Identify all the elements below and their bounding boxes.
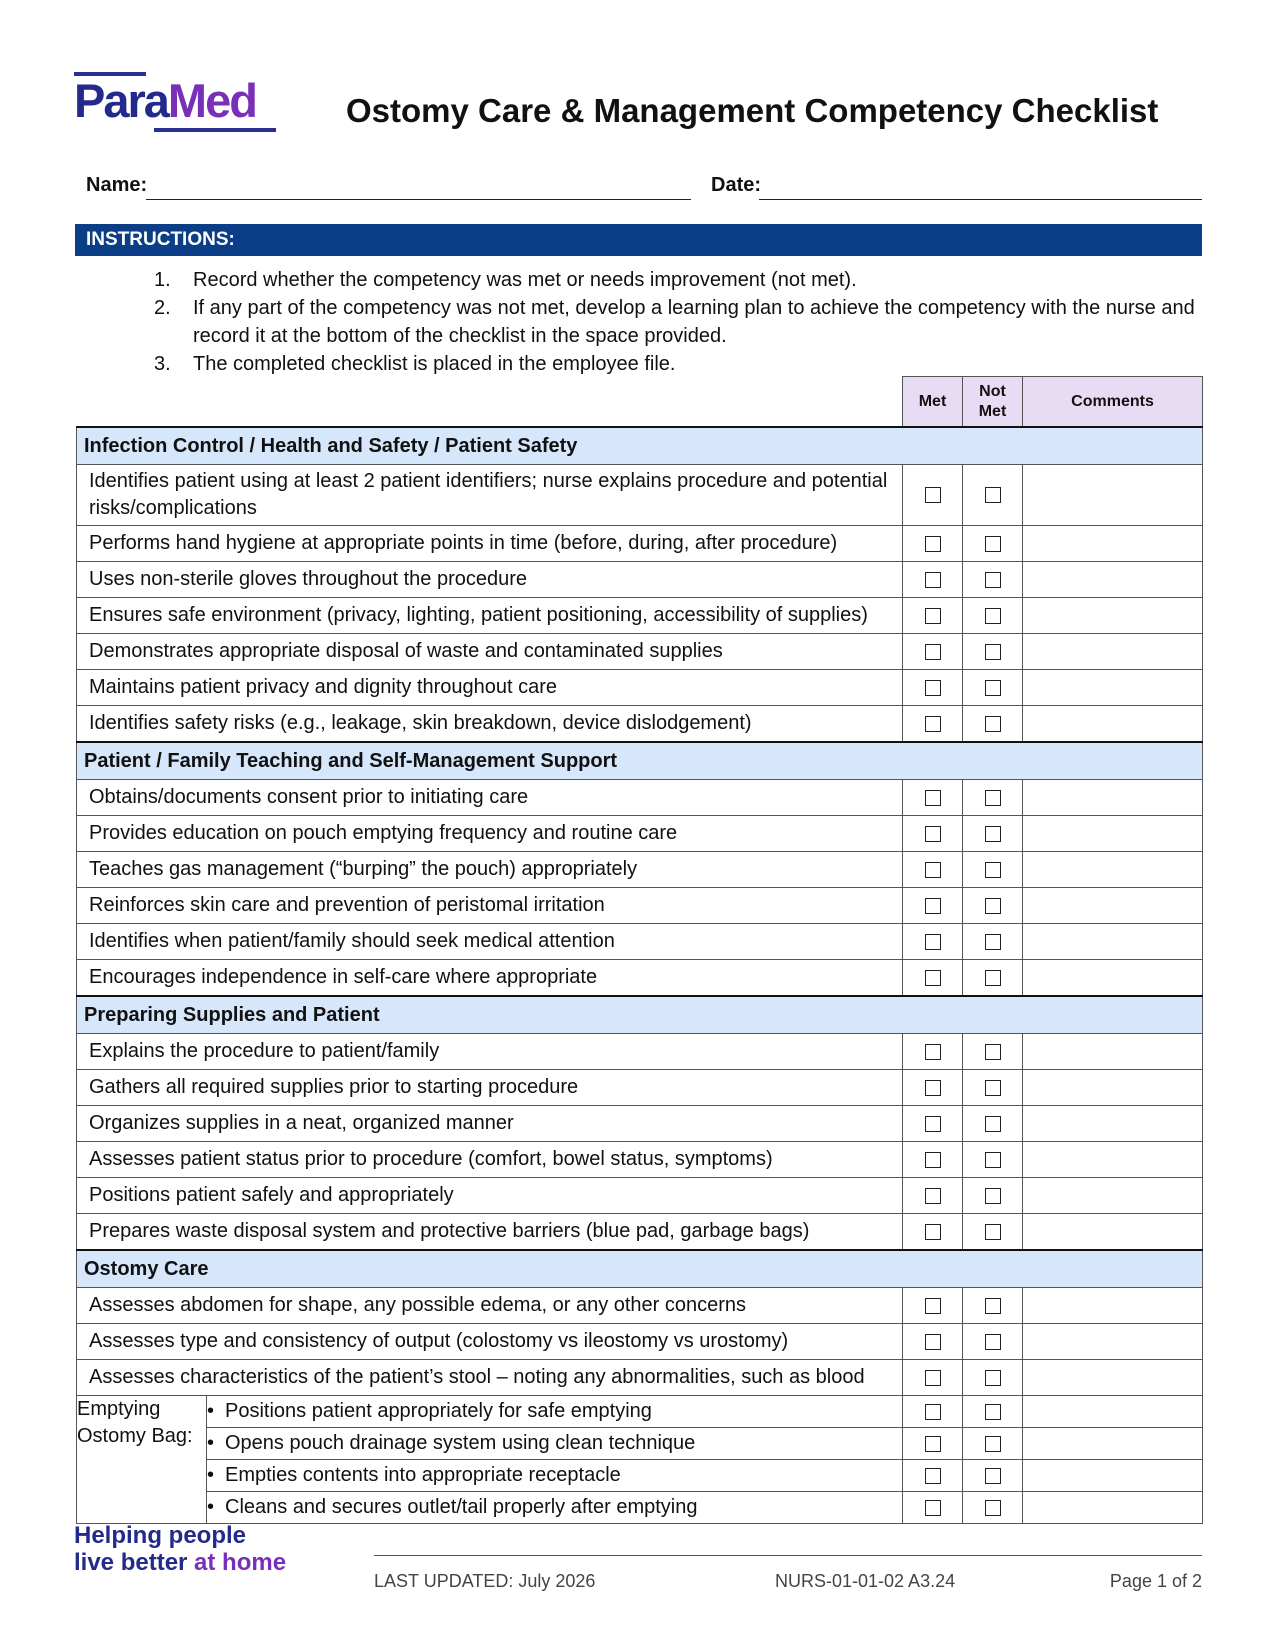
- met-cell: [903, 1070, 963, 1106]
- comments-cell[interactable]: [1023, 706, 1203, 743]
- not-met-checkbox[interactable]: [985, 1188, 1001, 1204]
- paramed-logo: [74, 72, 279, 132]
- met-cell: [903, 634, 963, 670]
- not-met-cell: [963, 924, 1023, 960]
- not-met-cell: [963, 960, 1023, 997]
- comments-cell[interactable]: [1023, 670, 1203, 706]
- checklist-row: [77, 1178, 1203, 1214]
- not-met-checkbox[interactable]: [985, 1116, 1001, 1132]
- met-cell: [903, 1106, 963, 1142]
- met-cell: [903, 1034, 963, 1070]
- met-cell: [903, 1214, 963, 1251]
- checklist-row: [77, 1428, 1203, 1460]
- met-cell: [903, 852, 963, 888]
- not-met-checkbox[interactable]: [985, 934, 1001, 950]
- comments-cell[interactable]: [1023, 852, 1203, 888]
- section-title: Ostomy Care: [77, 1250, 1203, 1288]
- document-code: NURS-01-01-02 A3.24: [775, 1571, 956, 1591]
- met-cell: [903, 888, 963, 924]
- last-updated: LAST UPDATED: July 2026: [374, 1571, 596, 1591]
- met-cell: [903, 1460, 963, 1492]
- checklist-row: [77, 1288, 1203, 1324]
- not-met-checkbox[interactable]: [985, 644, 1001, 660]
- checklist-row: [77, 670, 1203, 706]
- not-met-cell: [963, 1070, 1023, 1106]
- not-met-checkbox[interactable]: [985, 487, 1001, 503]
- not-met-cell: [963, 634, 1023, 670]
- met-cell: [903, 526, 963, 562]
- met-checkbox[interactable]: [925, 970, 941, 986]
- bullet-icon: •: [207, 1432, 215, 1454]
- competency-text: Assesses abdomen for shape, any possible edema, or any other concerns: [77, 1288, 903, 1324]
- comments-cell[interactable]: [1023, 1214, 1203, 1251]
- not-met-cell: [963, 706, 1023, 743]
- not-met-checkbox[interactable]: [985, 1080, 1001, 1096]
- footer-rule: [374, 1555, 1202, 1556]
- competency-text: Performs hand hygiene at appropriate points in time (before, during, after procedure): [77, 526, 903, 562]
- competency-text: Identifies safety risks (e.g., leakage, skin breakdown, device dislodgement): [77, 706, 903, 743]
- met-checkbox[interactable]: [925, 1188, 941, 1204]
- not-met-cell: [963, 465, 1023, 526]
- met-checkbox[interactable]: [925, 1152, 941, 1168]
- not-met-checkbox[interactable]: [985, 790, 1001, 806]
- met-cell: [903, 1492, 963, 1524]
- comments-cell[interactable]: [1023, 1106, 1203, 1142]
- group-label: Emptying Ostomy Bag:: [77, 1396, 207, 1524]
- competency-subitem: [207, 1492, 903, 1524]
- competency-text: Maintains patient privacy and dignity throughout care: [77, 670, 903, 706]
- not-met-cell: [963, 1034, 1023, 1070]
- competency-subitem: [207, 1396, 903, 1428]
- comments-cell[interactable]: [1023, 816, 1203, 852]
- section-row: [77, 1250, 1203, 1288]
- met-checkbox[interactable]: [925, 862, 941, 878]
- bullet-icon: •: [207, 1400, 215, 1422]
- checklist-row: [77, 924, 1203, 960]
- not-met-checkbox[interactable]: [985, 1436, 1001, 1452]
- checklist-row: [77, 1460, 1203, 1492]
- checklist-row: [77, 1106, 1203, 1142]
- met-checkbox[interactable]: [925, 1404, 941, 1420]
- competency-text: Assesses type and consistency of output (colostomy vs ileostomy vs urostomy): [77, 1324, 903, 1360]
- not-met-checkbox[interactable]: [985, 826, 1001, 842]
- instructions-heading: INSTRUCTIONS:: [75, 224, 1202, 256]
- met-cell: [903, 924, 963, 960]
- competency-text: Demonstrates appropriate disposal of waste and contaminated supplies: [77, 634, 903, 670]
- not-met-checkbox[interactable]: [985, 572, 1001, 588]
- not-met-cell: [963, 1396, 1023, 1428]
- met-cell: [903, 1178, 963, 1214]
- met-checkbox[interactable]: [925, 934, 941, 950]
- not-met-checkbox[interactable]: [985, 608, 1001, 624]
- checklist-row: [77, 816, 1203, 852]
- logo-wordmark: ParaMed: [74, 74, 256, 127]
- not-met-checkbox[interactable]: [985, 1370, 1001, 1386]
- comments-cell[interactable]: [1023, 1178, 1203, 1214]
- met-checkbox[interactable]: [925, 608, 941, 624]
- met-cell: [903, 562, 963, 598]
- competency-text: Ensures safe environment (privacy, lighting, patient positioning, accessibility of supplies): [77, 598, 903, 634]
- not-met-cell: [963, 1460, 1023, 1492]
- competency-subitem: [207, 1460, 903, 1492]
- not-met-checkbox[interactable]: [985, 716, 1001, 732]
- comments-cell[interactable]: [1023, 780, 1203, 816]
- not-met-checkbox[interactable]: [985, 862, 1001, 878]
- met-checkbox[interactable]: [925, 536, 941, 552]
- instruction-item: 2. If any part of the competency was not met, develop a learning plan to achieve the competency with the nurse and record it at the bottom of the checklist in the space provided.: [154, 297, 1195, 347]
- met-checkbox[interactable]: [925, 487, 941, 503]
- comments-cell[interactable]: [1023, 1070, 1203, 1106]
- comments-cell[interactable]: [1023, 1460, 1203, 1492]
- not-met-cell: [963, 1360, 1023, 1396]
- comments-cell[interactable]: [1023, 526, 1203, 562]
- not-met-checkbox[interactable]: [985, 1224, 1001, 1240]
- col-not-met-header: Not Met: [963, 377, 1023, 428]
- competency-text: Encourages independence in self-care where appropriate: [77, 960, 903, 997]
- not-met-checkbox[interactable]: [985, 1468, 1001, 1484]
- met-cell: [903, 598, 963, 634]
- met-cell: [903, 1396, 963, 1428]
- met-checkbox[interactable]: [925, 1116, 941, 1132]
- col-met-header: Met: [903, 377, 963, 428]
- competency-text: Positions patient appropriately for safe emptying: [225, 1400, 652, 1422]
- not-met-cell: [963, 1106, 1023, 1142]
- not-met-cell: [963, 1178, 1023, 1214]
- competency-text: Assesses patient status prior to procedure (comfort, bowel status, symptoms): [77, 1142, 903, 1178]
- competency-text: Cleans and secures outlet/tail properly after emptying: [225, 1496, 698, 1518]
- checklist-row: [77, 1142, 1203, 1178]
- checklist-row: [77, 780, 1203, 816]
- checklist-row: [77, 598, 1203, 634]
- met-checkbox[interactable]: [925, 644, 941, 660]
- section-row: [77, 996, 1203, 1034]
- competency-text: Identifies when patient/family should seek medical attention: [77, 924, 903, 960]
- section-row: [77, 742, 1203, 780]
- comments-cell[interactable]: [1023, 1142, 1203, 1178]
- not-met-cell: [963, 816, 1023, 852]
- not-met-cell: [963, 1142, 1023, 1178]
- met-cell: [903, 780, 963, 816]
- met-checkbox[interactable]: [925, 1224, 941, 1240]
- checklist-row: [77, 960, 1203, 997]
- met-checkbox[interactable]: [925, 1334, 941, 1350]
- competency-text: Gathers all required supplies prior to starting procedure: [77, 1070, 903, 1106]
- checklist-row: [77, 1492, 1203, 1524]
- checklist-row: [77, 634, 1203, 670]
- not-met-cell: [963, 888, 1023, 924]
- not-met-checkbox[interactable]: [985, 1334, 1001, 1350]
- section-row: [77, 427, 1203, 465]
- checklist-row: [77, 1396, 1203, 1428]
- date-label: Date:: [711, 174, 762, 196]
- checklist-row: [77, 852, 1203, 888]
- met-checkbox[interactable]: [925, 1500, 941, 1516]
- not-met-cell: [963, 780, 1023, 816]
- comments-cell[interactable]: [1023, 1396, 1203, 1428]
- met-checkbox[interactable]: [925, 1044, 941, 1060]
- met-checkbox[interactable]: [925, 826, 941, 842]
- checklist-row: [77, 465, 1203, 526]
- not-met-cell: [963, 1324, 1023, 1360]
- page-number: Page 1 of 2: [1109, 1571, 1202, 1591]
- not-met-cell: [963, 852, 1023, 888]
- not-met-cell: [963, 526, 1023, 562]
- bullet-icon: •: [207, 1496, 215, 1518]
- competency-table: [76, 376, 1203, 1524]
- met-cell: [903, 816, 963, 852]
- checklist-row: [77, 562, 1203, 598]
- met-checkbox[interactable]: [925, 1080, 941, 1096]
- competency-text: Identifies patient using at least 2 patient identifiers; nurse explains procedure and potential risks/complications: [77, 465, 903, 526]
- met-cell: [903, 1288, 963, 1324]
- col-comments-header: Comments: [1023, 377, 1203, 428]
- comments-cell[interactable]: [1023, 598, 1203, 634]
- met-checkbox[interactable]: [925, 790, 941, 806]
- met-cell: [903, 465, 963, 526]
- competency-text: Organizes supplies in a neat, organized manner: [77, 1106, 903, 1142]
- competency-text: Explains the procedure to patient/family: [77, 1034, 903, 1070]
- comments-cell[interactable]: [1023, 1288, 1203, 1324]
- competency-text: Empties contents into appropriate receptacle: [225, 1464, 621, 1486]
- not-met-checkbox[interactable]: [985, 1298, 1001, 1314]
- competency-text: Obtains/documents consent prior to initiating care: [77, 780, 903, 816]
- not-met-cell: [963, 1288, 1023, 1324]
- not-met-cell: [963, 562, 1023, 598]
- page-title: Ostomy Care & Management Competency Checklist: [346, 92, 1159, 129]
- competency-text: Provides education on pouch emptying frequency and routine care: [77, 816, 903, 852]
- not-met-cell: [963, 670, 1023, 706]
- section-title: Patient / Family Teaching and Self-Management Support: [77, 742, 1203, 780]
- comments-cell[interactable]: [1023, 888, 1203, 924]
- met-cell: [903, 960, 963, 997]
- bullet-icon: •: [207, 1464, 215, 1486]
- checklist-row: [77, 526, 1203, 562]
- met-checkbox[interactable]: [925, 1468, 941, 1484]
- instruction-item: 1. Record whether the competency was met or needs improvement (not met).: [154, 269, 857, 291]
- not-met-cell: [963, 1492, 1023, 1524]
- not-met-cell: [963, 598, 1023, 634]
- section-title: Preparing Supplies and Patient: [77, 996, 1203, 1034]
- comments-cell[interactable]: [1023, 562, 1203, 598]
- logo-underline: [154, 128, 276, 132]
- checklist-row: [77, 1070, 1203, 1106]
- comments-cell[interactable]: [1023, 1034, 1203, 1070]
- comments-cell[interactable]: [1023, 1360, 1203, 1396]
- comments-cell[interactable]: [1023, 960, 1203, 997]
- comments-cell[interactable]: [1023, 634, 1203, 670]
- competency-text: Opens pouch drainage system using clean technique: [225, 1432, 696, 1454]
- not-met-checkbox[interactable]: [985, 970, 1001, 986]
- not-met-cell: [963, 1214, 1023, 1251]
- comments-cell[interactable]: [1023, 924, 1203, 960]
- met-checkbox[interactable]: [925, 1298, 941, 1314]
- name-label: Name:: [86, 174, 148, 196]
- date-field[interactable]: [759, 199, 1202, 200]
- met-cell: [903, 1360, 963, 1396]
- not-met-checkbox[interactable]: [985, 1500, 1001, 1516]
- section-title: Infection Control / Health and Safety / Patient Safety: [77, 427, 1203, 465]
- not-met-checkbox[interactable]: [985, 1404, 1001, 1420]
- checklist-row: [77, 1214, 1203, 1251]
- not-met-checkbox[interactable]: [985, 898, 1001, 914]
- met-cell: [903, 670, 963, 706]
- competency-text: Positions patient safely and appropriately: [77, 1178, 903, 1214]
- checklist-row: [77, 1034, 1203, 1070]
- header-spacer: [77, 377, 903, 428]
- met-checkbox[interactable]: [925, 1370, 941, 1386]
- competency-text: Teaches gas management (“burping” the pouch) appropriately: [77, 852, 903, 888]
- checklist-row: [77, 706, 1203, 743]
- met-checkbox[interactable]: [925, 1436, 941, 1452]
- comments-cell[interactable]: [1023, 1428, 1203, 1460]
- competency-subitem: [207, 1428, 903, 1460]
- met-checkbox[interactable]: [925, 680, 941, 696]
- met-cell: [903, 1142, 963, 1178]
- met-checkbox[interactable]: [925, 898, 941, 914]
- comments-cell[interactable]: [1023, 1324, 1203, 1360]
- not-met-cell: [963, 1428, 1023, 1460]
- name-field[interactable]: [146, 199, 691, 200]
- checklist-row: [77, 1360, 1203, 1396]
- met-cell: [903, 706, 963, 743]
- not-met-checkbox[interactable]: [985, 1044, 1001, 1060]
- met-checkbox[interactable]: [925, 572, 941, 588]
- met-checkbox[interactable]: [925, 716, 941, 732]
- comments-cell[interactable]: [1023, 1492, 1203, 1524]
- not-met-checkbox[interactable]: [985, 1152, 1001, 1168]
- competency-text: Reinforces skin care and prevention of peristomal irritation: [77, 888, 903, 924]
- instructions-list: [150, 266, 1210, 378]
- checklist-row: [77, 888, 1203, 924]
- met-cell: [903, 1324, 963, 1360]
- met-cell: [903, 1428, 963, 1460]
- comments-cell[interactable]: [1023, 465, 1203, 526]
- competency-text: Uses non-sterile gloves throughout the procedure: [77, 562, 903, 598]
- instruction-item: 3. The completed checklist is placed in the employee file.: [154, 353, 676, 375]
- not-met-checkbox[interactable]: [985, 536, 1001, 552]
- checklist-row: [77, 1324, 1203, 1360]
- competency-text: Prepares waste disposal system and protective barriers (blue pad, garbage bags): [77, 1214, 903, 1251]
- not-met-checkbox[interactable]: [985, 680, 1001, 696]
- tagline: Helping people live better at home: [74, 1522, 287, 1576]
- competency-text: Assesses characteristics of the patient’s stool – noting any abnormalities, such as blood: [77, 1360, 903, 1396]
